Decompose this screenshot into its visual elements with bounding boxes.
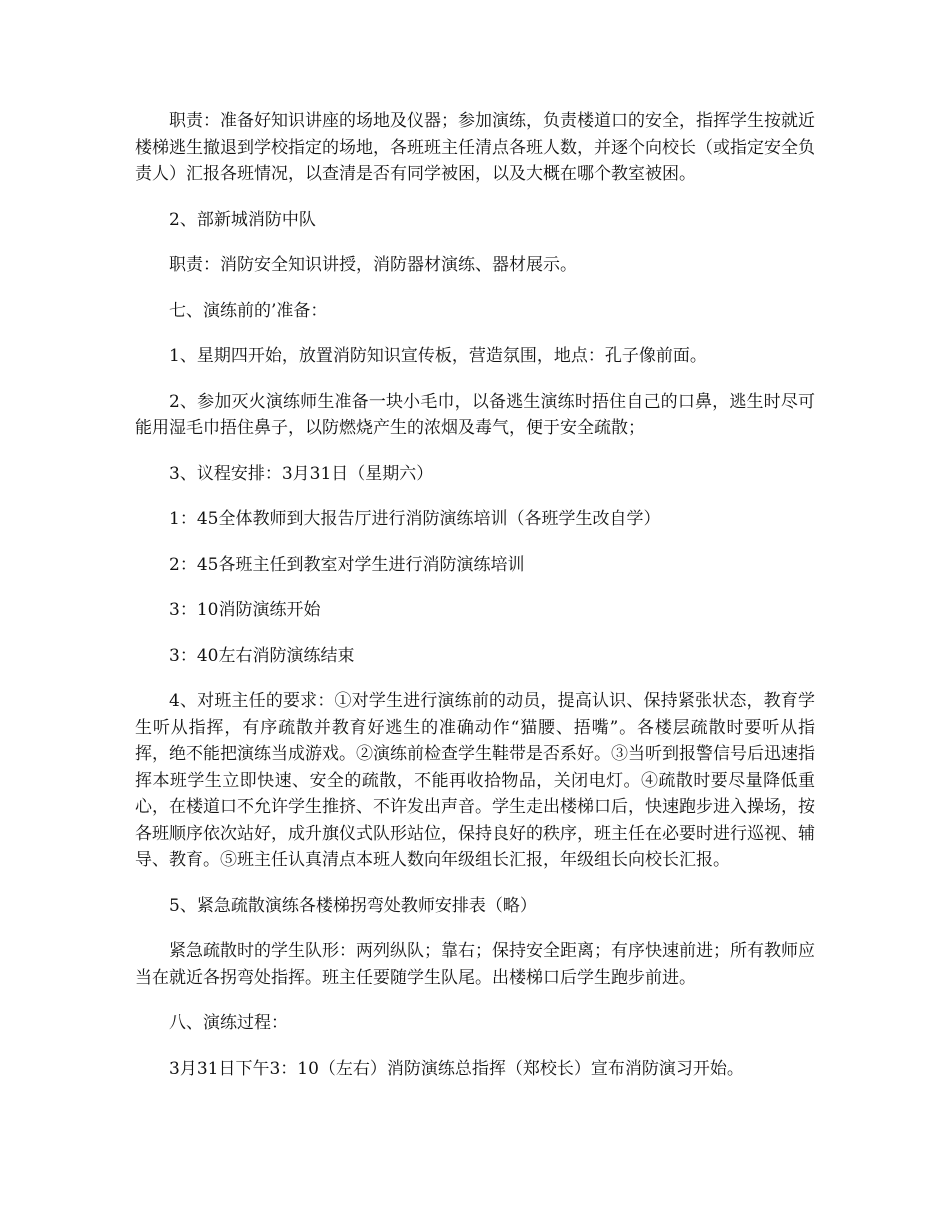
- paragraph-process-start: 3月31日下午3：10（左右）消防演练总指挥（郑校长）宣布消防演习开始。: [169, 1058, 744, 1079]
- agenda-item-4: 3：40左右消防演练结束: [169, 645, 355, 666]
- paragraph-duties-fire-brigade: 职责：消防安全知识讲授，消防器材演练、器材展示。: [169, 255, 577, 275]
- section-heading-preparation: 七、演练前的’准备：: [169, 300, 328, 321]
- paragraph-duties-school: 职责：准备好知识讲座的场地及仪器；参加演练，负责楼道口的安全，指挥学生按就近楼梯逃生撤退到学校指定的场地，各班班主任清点各班人数，并逐个向校长（或指定安全负责人）汇报各班情况，以查清是否有同学被困，以及大概在哪个教室被困。: [135, 111, 815, 184]
- paragraph-stair-schedule: 5、紧急疏散演练各楼梯拐弯处教师安排表（略）: [169, 895, 537, 916]
- agenda-item-2: 2：45各班主任到教室对学生进行消防演练培训: [169, 554, 525, 575]
- paragraph-agenda: 3、议程安排：3月31日（星期六）: [169, 463, 434, 484]
- paragraph-prep-item-1: 1、星期四开始，放置消防知识宣传板，营造氛围，地点：孔子像前面。: [169, 346, 707, 366]
- agenda-item-3: 3：10消防演练开始: [169, 600, 321, 620]
- paragraph-teacher-requirements: 4、对班主任的要求：①对学生进行演练前的动员，提高认识、保持紧张状态，教育学生听从指挥，有序疏散并教育好逃生的准确动作“猫腰、捂嘴”。各楼层疏散时要听从指挥，绝不能把演练当成游戏。②演练前检查学生鞋带是否系好。③当听到报警信号后迅速指挥本班学生立即快速、安全的疏散，不能再收拾物品，关闭电灯。④疏散时要尽量降低重心，在楼道口不允许学生推挤、不许发出声音。学生走出楼梯口后，快速跑步进入操场，按各班顺序依次站好，成升旗仪式队形站位，保持良好的秩序，班主任在必要时进行巡视、辅导、教育。⑤班主任认真清点本班人数向年级组长汇报，年级组长向校长汇报。: [135, 691, 815, 870]
- agenda-item-1: 1：45全体教师到大报告厅进行消防演练培训（各班学生改自学）: [169, 509, 661, 529]
- section-heading-process: 八、演练过程：: [169, 1013, 288, 1033]
- paragraph-prep-item-2: 2、参加灭火演练师生准备一块小毛巾，以备逃生演练时捂住自己的口鼻，逃生时尽可能用湿毛巾捂住鼻子，以防燃烧产生的浓烟及毒气，便于安全疏散；: [135, 391, 815, 438]
- paragraph-fire-brigade: 2、部新城消防中队: [169, 209, 316, 230]
- paragraph-formation: 紧急疏散时的学生队形：两列纵队；靠右；保持安全距离；有序快速前进；所有教师应当在就近各拐弯处指挥。班主任要随学生队尾。出楼梯口后学生跑步前进。: [135, 941, 815, 988]
- document-page: [135, 108, 815, 1101]
